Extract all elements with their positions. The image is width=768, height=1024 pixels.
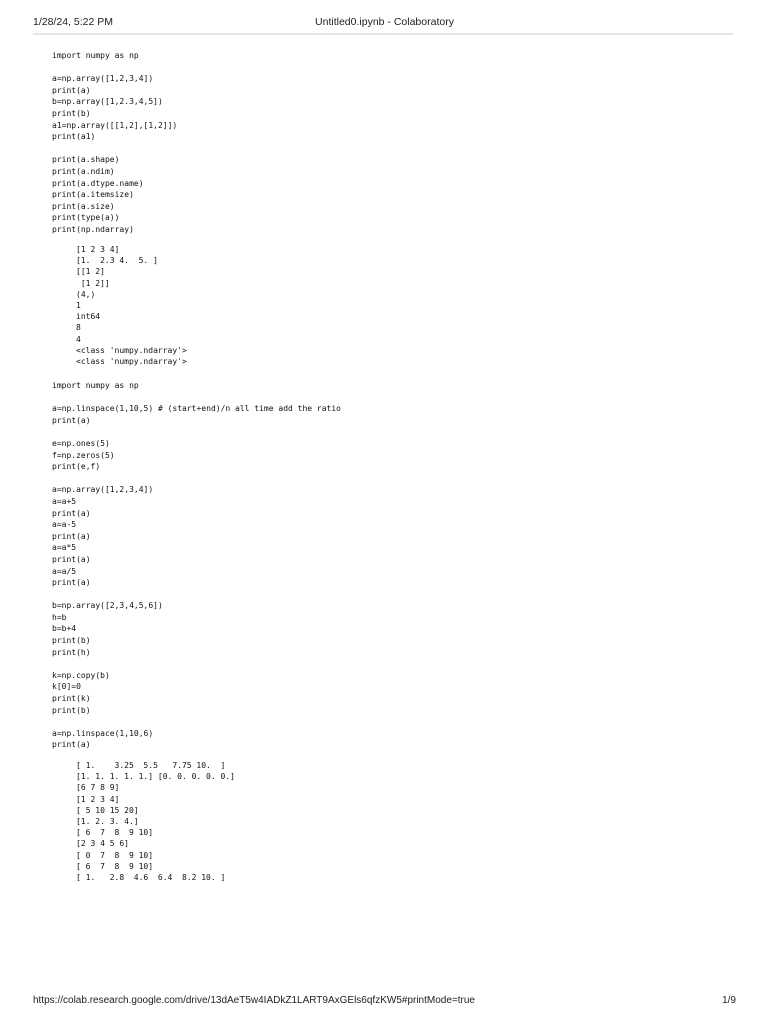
code-cell-2: import numpy as np a=np.linspace(1,10,5) # (start+end)/n all time add the ratio print(a) e=np.ones(5) f=np.zeros(5) print(e,f) a=np.array([1,2,3,4]) a=a+5 print(a) a=a-5 print(a) a=a*5 print(a) a=a/5 print(a) b=np.array([2,3,4,5,6]) h=b b=b+4 print(b) print(h) k=np.copy(b) k[0]=0 print(k) print(b) a=np.linspace(1,10,6) print(a) [52,381,341,750]
output-cell-2: [ 1. 3.25 5.5 7.75 10. ] [1. 1. 1. 1. 1.] [0. 0. 0. 0. 0.] [6 7 8 9] [1 2 3 4] [ 5 10 15 20] [1. 2. 3. 4.] [ 6 7 8 9 10] [2 3 4 5 6] [ 0 7 8 9 10] [ 6 7 8 9 10] [ 1. 2.8 4.6 6.4 8.2 10. ] [76,761,235,883]
page-url[interactable]: https://colab.research.google.com/drive/13dAeT5w4IADkZ1LART9AxGEls6qfzKW5#printMode=true [33,995,475,1006]
document-title: Untitled0.ipynb - Colaboratory [315,16,454,28]
header-divider [33,33,733,35]
code-cell-1: import numpy as np a=np.array([1,2,3,4]) print(a) b=np.array([1,2.3,4,5]) print(b) a1=np.array([[1,2],[1,2]]) print(a1) print(a.shape) print(a.ndim) print(a.dtype.name) print(a.itemsize) print(a.size) print(type(a)) print(np.ndarray) [52,51,178,234]
print-header [33,14,736,32]
print-footer [33,995,736,1009]
page-number: 1/9 [722,995,736,1006]
output-cell-1: [1 2 3 4] [1. 2.3 4. 5. ] [[1 2] [1 2]] (4,) 1 int64 8 4 <class 'numpy.ndarray'> <class 'numpy.ndarray'> [76,245,187,367]
print-datetime: 1/28/24, 5:22 PM [33,16,113,28]
